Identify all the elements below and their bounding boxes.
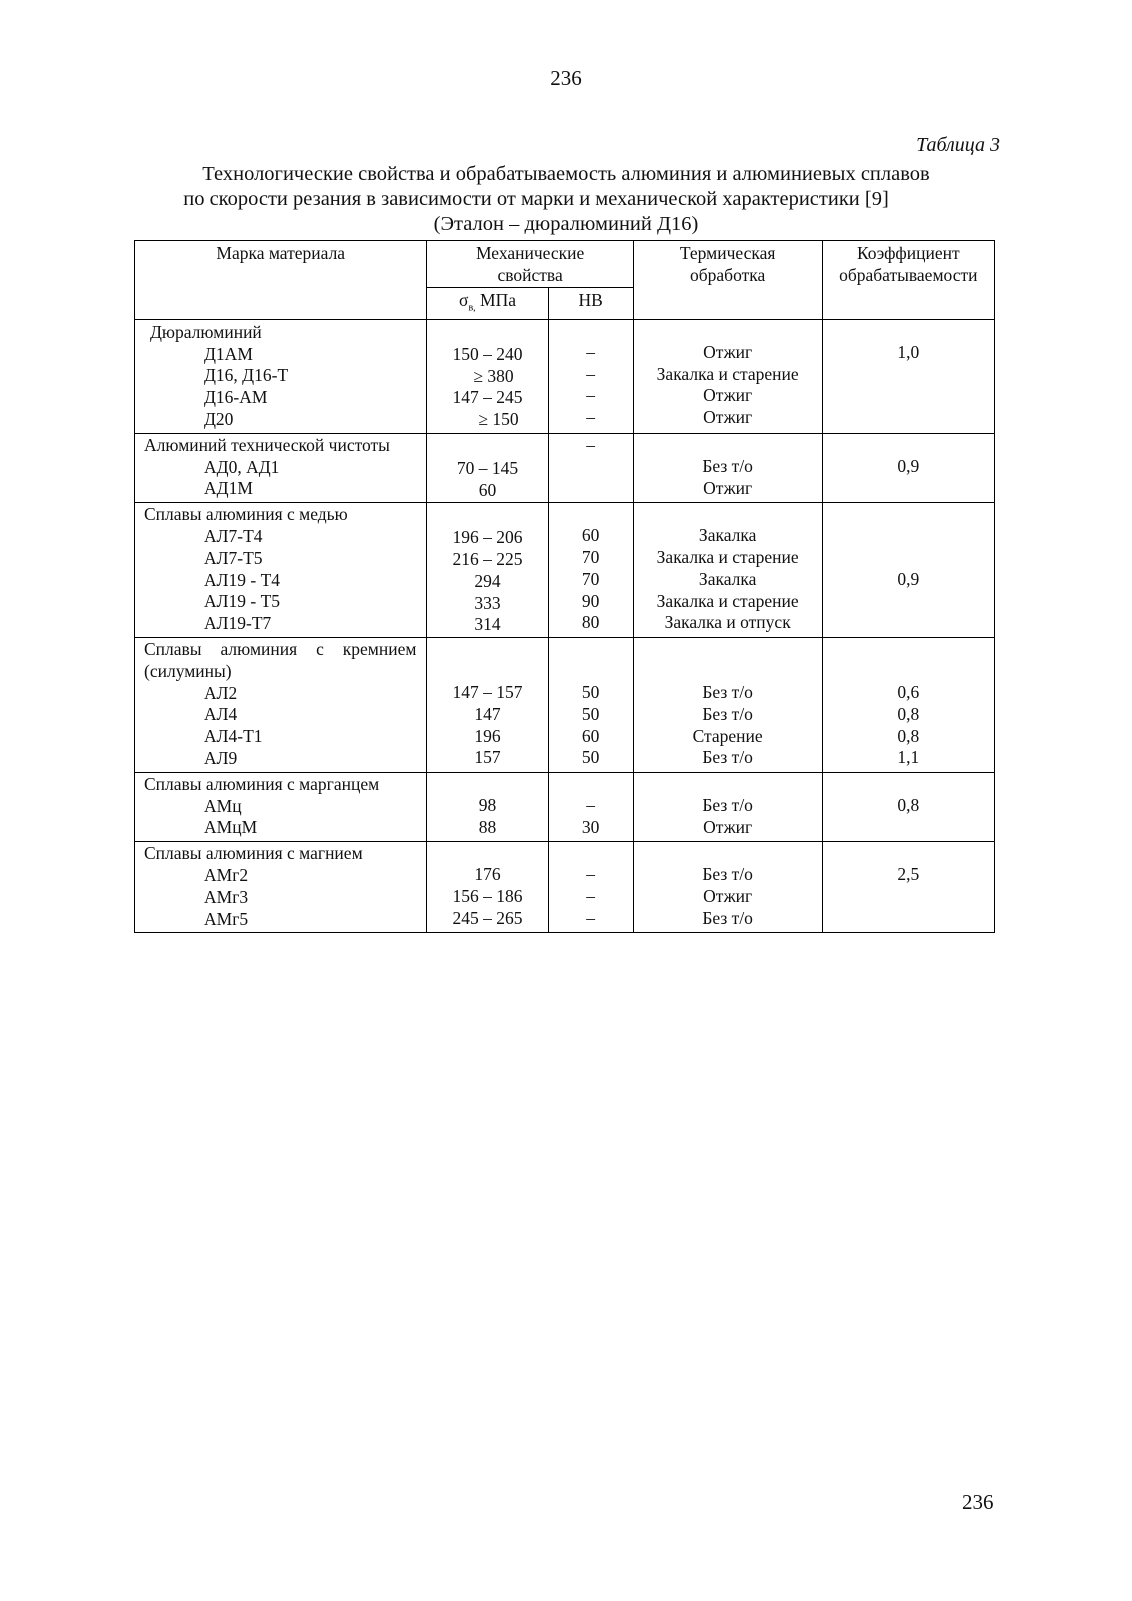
coef-value: 2,5: [897, 864, 920, 885]
sigma-cell: [427, 638, 548, 773]
hb-value: 60: [581, 725, 600, 746]
hb-value: 50: [581, 747, 600, 768]
table-label: Таблица 3: [916, 134, 1000, 156]
title-line-3: (Эталон – дюралюминий Д16): [433, 213, 699, 235]
material-item: АМг2: [204, 865, 249, 886]
hb-value: 80: [581, 612, 600, 633]
hb-value: –: [586, 363, 596, 384]
sigma-value: 156 – 186: [452, 886, 523, 907]
hb-cell: [548, 772, 633, 841]
sigma-value: 196: [474, 725, 501, 746]
hb-cell: [548, 319, 633, 433]
title-line-2: по скорости резания в зависимости от марки и механической характеристики [9]: [183, 188, 889, 210]
material-item: АЛ19-Т7: [204, 613, 272, 634]
material-cell: [135, 503, 427, 638]
heat-value: Без т/о: [702, 864, 753, 885]
group-title: Сплавы алюминия с медью: [144, 504, 348, 525]
coef-cell: [822, 772, 994, 841]
hb-value: 60: [581, 525, 600, 546]
group-title: Алюминий технической чистоты: [144, 434, 390, 455]
header-sigma: [427, 287, 548, 319]
material-cell: [135, 772, 427, 841]
sigma-value: 88: [478, 816, 497, 837]
header-coef: Коэффициент обрабатываемости: [822, 241, 994, 320]
material-item: АЛ4: [204, 704, 238, 725]
header-mech: Механические свойства: [427, 241, 633, 288]
hb-value: –: [586, 907, 596, 928]
sigma-value: 147 – 157: [452, 682, 523, 703]
material-item: АЛ19 - Т4: [204, 569, 281, 590]
coef-value: 0,8: [897, 794, 920, 815]
group-title: Сплавы алюминия с магнием: [144, 843, 363, 864]
heat-value: Без т/о: [702, 682, 753, 703]
heat-value: Закалка и старение: [656, 547, 799, 568]
coef-value: 1,1: [897, 747, 920, 768]
heat-value: Отжиг: [703, 886, 753, 907]
coef-cell: [822, 638, 994, 773]
sigma-cell: [427, 772, 548, 841]
title-line-1: Технологические свойства и обрабатываемость алюминия и алюминиевых сплавов: [202, 163, 930, 185]
sigma-symbol: σ: [459, 289, 469, 310]
hb-value: 50: [581, 703, 600, 724]
material-item: АЛ7-Т5: [204, 547, 263, 568]
sigma-value: 98: [478, 794, 497, 815]
heat-value: Отжиг: [703, 407, 753, 428]
heat-value: Закалка и отпуск: [664, 612, 791, 633]
sigma-cell: [427, 503, 548, 638]
hb-value: –: [586, 407, 596, 428]
hb-value: 70: [581, 547, 600, 568]
heat-cell: [633, 842, 822, 933]
heat-value: Закалка: [698, 525, 757, 546]
group-title: Сплавы алюминия с кремнием: [144, 639, 417, 660]
coef-cell: [822, 319, 994, 433]
heat-value: Закалка и старение: [656, 363, 799, 384]
hb-cell: [548, 638, 633, 773]
material-item: АЛ19 - Т5: [204, 591, 281, 612]
hb-value: –: [586, 434, 596, 455]
hb-value: 90: [581, 590, 600, 611]
sigma-value: 70 – 145: [456, 457, 519, 478]
material-item: Д1АМ: [204, 343, 253, 364]
material-item: АМц: [204, 795, 242, 816]
material-cell: [135, 638, 427, 773]
properties-table: [134, 240, 995, 933]
heat-value: Закалка и старение: [656, 590, 799, 611]
heat-cell: [633, 319, 822, 433]
heat-value: Без т/о: [702, 794, 753, 815]
table-row: [135, 638, 995, 773]
hb-value: –: [586, 794, 596, 815]
sigma-value: ≥ 380: [473, 365, 514, 386]
material-cell: [135, 319, 427, 433]
hb-value: –: [586, 886, 596, 907]
group-title: Дюралюминий: [150, 321, 262, 342]
coef-cell: [822, 503, 994, 638]
heat-value: Отжиг: [703, 477, 753, 498]
table-row: [135, 772, 995, 841]
sigma-value: 294: [474, 570, 501, 591]
hb-value: 70: [581, 568, 600, 589]
table-row: [135, 842, 995, 933]
material-item: АД1М: [204, 478, 253, 499]
heat-value: Без т/о: [702, 907, 753, 928]
coef-value: 0,6: [897, 682, 920, 703]
material-item: АМг3: [204, 886, 249, 907]
sigma-value: 314: [474, 614, 501, 635]
coef-value: 0,8: [897, 703, 920, 724]
coef-value: 0,9: [897, 455, 920, 476]
sigma-cell: [427, 842, 548, 933]
header-material: Марка материала: [135, 241, 427, 320]
hb-cell: [548, 433, 633, 502]
material-item: Д20: [204, 409, 234, 430]
coef-value: 0,8: [897, 725, 920, 746]
group-title: Сплавы алюминия с марганцем: [144, 773, 380, 794]
hb-value: –: [586, 341, 596, 362]
sigma-value: 216 – 225: [452, 549, 523, 570]
table-row: [135, 433, 995, 502]
heat-value: Старение: [692, 725, 763, 746]
material-item: Д16-АМ: [204, 387, 268, 408]
hb-cell: [548, 842, 633, 933]
sigma-value: 245 – 265: [452, 907, 523, 928]
material-item: АМг5: [204, 908, 249, 929]
coef-cell: [822, 842, 994, 933]
heat-value: Отжиг: [703, 816, 753, 837]
sigma-value: 333: [474, 592, 501, 613]
material-cell: [135, 842, 427, 933]
heat-cell: [633, 772, 822, 841]
material-item: АЛ7-Т4: [204, 526, 263, 547]
sigma-value: 147: [474, 703, 501, 724]
table-row: [135, 319, 995, 433]
hb-cell: [548, 503, 633, 638]
material-item: АЛ9: [204, 748, 238, 769]
heat-value: Закалка: [698, 568, 757, 589]
sigma-value: 60: [478, 479, 497, 500]
heat-cell: [633, 503, 822, 638]
sigma-value: 196 – 206: [452, 527, 523, 548]
material-item: АЛ4-Т1: [204, 726, 263, 747]
sigma-value: 150 – 240: [452, 343, 523, 364]
heat-cell: [633, 433, 822, 502]
material-item: Д16, Д16-Т: [204, 365, 289, 386]
sigma-unit: МПа: [475, 289, 517, 310]
sigma-value: ≥ 150: [478, 409, 519, 430]
header-hb: НВ: [548, 287, 633, 319]
sigma-cell: [427, 433, 548, 502]
material-cell: [135, 433, 427, 502]
hb-value: 30: [581, 816, 600, 837]
header-heat: Термическая обработка: [633, 241, 822, 320]
sigma-value: 157: [474, 747, 501, 768]
heat-value: Отжиг: [703, 341, 753, 362]
material-item: АД0, АД1: [204, 456, 280, 477]
heat-cell: [633, 638, 822, 773]
material-item: АМцМ: [204, 817, 258, 838]
material-item: АЛ2: [204, 682, 238, 703]
coef-value: 1,0: [897, 341, 920, 362]
heat-value: Отжиг: [703, 385, 753, 406]
heat-value: Без т/о: [702, 747, 753, 768]
group-title: (силумины): [144, 660, 232, 681]
heat-value: Без т/о: [702, 703, 753, 724]
page-number-bottom: 236: [962, 1490, 994, 1514]
sigma-value: 147 – 245: [452, 387, 523, 408]
table-title: [130, 162, 1002, 237]
page-number-top: 236: [550, 66, 582, 90]
hb-value: –: [586, 385, 596, 406]
heat-value: Без т/о: [702, 455, 753, 476]
sigma-cell: [427, 319, 548, 433]
hb-value: –: [586, 864, 596, 885]
coef-value: 0,9: [897, 569, 920, 590]
hb-value: 50: [581, 682, 600, 703]
table-row: [135, 503, 995, 638]
sigma-value: 176: [474, 864, 501, 885]
coef-cell: [822, 433, 994, 502]
sigma-subscript: в,: [468, 302, 476, 314]
